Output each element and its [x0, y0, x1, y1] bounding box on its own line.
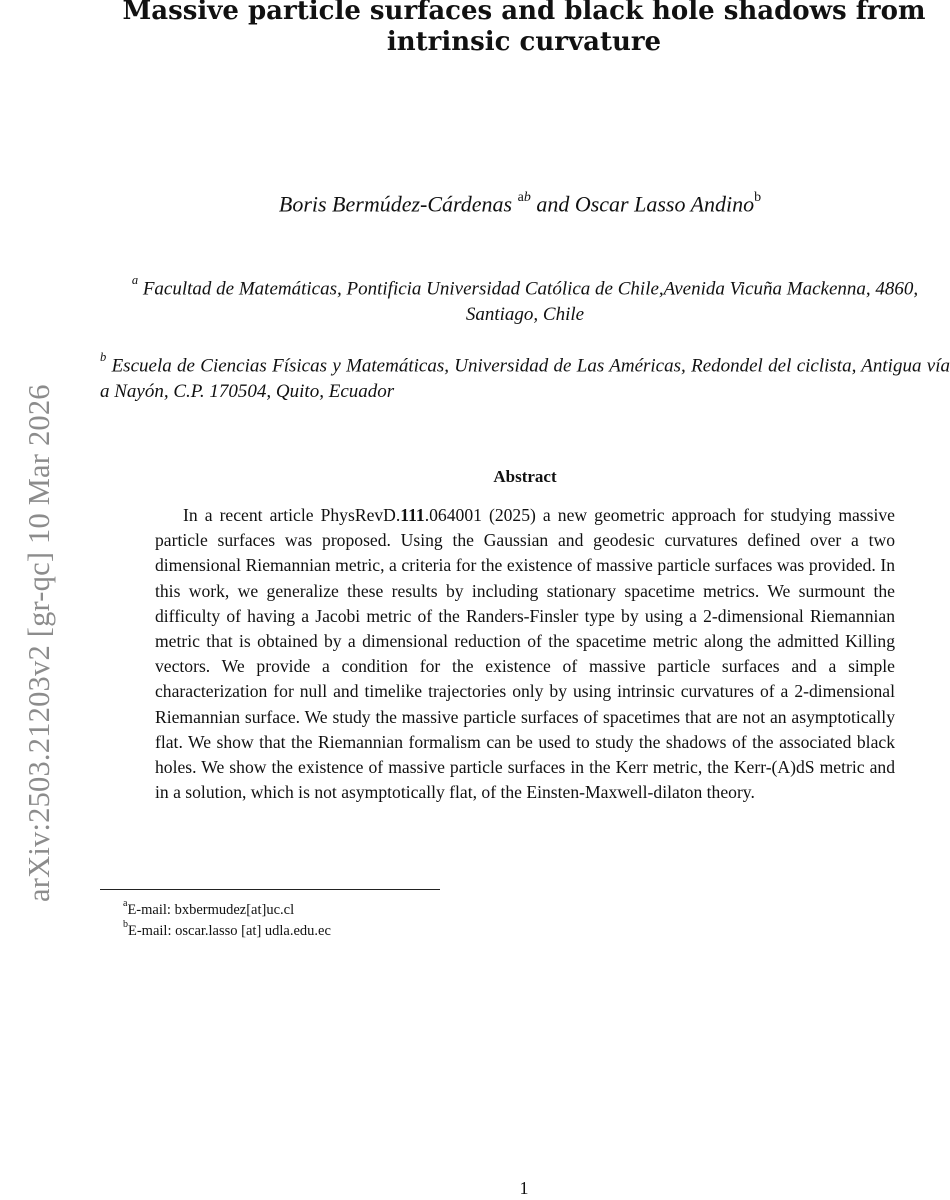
abstract-text-rest: .064001 (2025) a new geometric approach for studying massive particle surfaces was proposed. Using the Gaussian and geodesic curvatures defined over a two dimensional Riemannian metric, a criteria for the existence of massive particle surfaces was provided. In this work, we generalize these results by including stationary spacetime metrics. We surmount the difficulty of having a Jacobi metric of the Randers-Finsler type by using a 2-dimensional Riemannian metric that is obtained by a dimensional reduction of the spacetime metric along the admitted Killing vectors. We provide a condition for the existence of massive particle surfaces and a simple characterization for null and timelike trajectories only by using intrinsic curvatures of a 2-dimensional Riemannian surface. We study the massive particle surfaces of spacetimes that are not an asymptotically flat. We show that the Riemannian formalism can be used to study the shadows of the associated black holes. We show the existence of massive particle surfaces in the Kerr metric, the Kerr-(A)dS metric and in a solution, which is not asymptotically flat, of the Einsten-Maxwell-dilaton theory.: [155, 505, 895, 803]
title-line-1: Massive particle surfaces and black hole shadows from: [122, 0, 926, 26]
paper-title: [90, 0, 950, 58]
author-2-affiliation-mark: b: [754, 190, 762, 205]
author-1-mark-b: b: [523, 190, 531, 205]
author-1-affiliation-marks: [518, 190, 531, 205]
page-number: 1: [519, 1178, 529, 1198]
affiliation-a: [100, 270, 950, 328]
footnote-a-mark: a: [123, 898, 128, 909]
abstract-bold-volume: 111: [400, 505, 425, 525]
abstract-heading: Abstract: [493, 467, 557, 486]
author-list: [120, 186, 920, 218]
abstract-text-start: In a recent article PhysRevD.: [183, 505, 401, 525]
footnote-rule: [100, 889, 440, 890]
affiliation-b-mark: b: [100, 350, 107, 364]
author-1-name: Boris Bermúdez-Cárdenas: [278, 191, 513, 217]
author-conjunction: and: [536, 191, 570, 217]
arxiv-identifier-stamp: arXiv:2503.21203v2 [gr-qc] 10 Mar 2026: [22, 384, 56, 902]
affiliation-b-text: Escuela de Ciencias Físicas y Matemáticas, Universidad de Las Américas, Redondel del ciclista, Antigua vía a Nayón, C.P. 170504, Quito, Ecuador: [100, 355, 950, 403]
author-2-name: Oscar Lasso Andino: [574, 191, 755, 217]
affiliation-a-mark: a: [131, 273, 139, 287]
abstract-body: [155, 503, 895, 805]
affiliation-b: [100, 347, 950, 405]
title-line-2: intrinsic curvature: [386, 27, 662, 57]
footnote-a-email: E-mail: bxbermudez[at]uc.cl: [127, 901, 295, 918]
footnote-b: [123, 917, 331, 941]
affiliation-a-text: Facultad de Matemáticas, Pontificia Universidad Católica de Chile,Avenida Vicuña Mackenna, 4860, Santiago, Chile: [142, 278, 919, 326]
footnote-b-mark: b: [123, 919, 128, 930]
author-1-mark-a: a: [517, 190, 524, 205]
footnote-b-email: E-mail: oscar.lasso [at] udla.edu.ec: [128, 922, 331, 939]
